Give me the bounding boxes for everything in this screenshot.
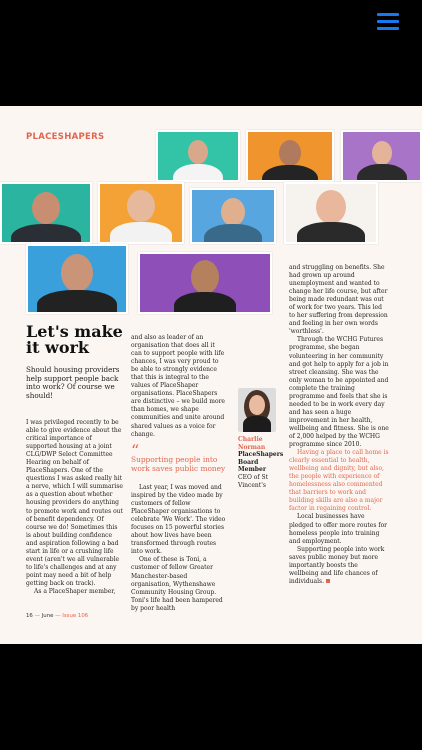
page-number: 16 <box>26 613 33 619</box>
article-headline: Let's make it work <box>26 322 123 357</box>
section-label: PLACESHAPERS <box>26 132 105 142</box>
portrait-photo <box>138 252 272 314</box>
page-footer: 16 — June — Issue 106 <box>26 613 89 619</box>
portrait-photo <box>341 130 422 182</box>
highlighted-paragraph: Having a place to call home is clearly essential to health, wellbeing and dignity, but also, the people with experience of homelessness also commented that barriers to work and building skills are also a major factor in regaining control. <box>289 449 389 513</box>
magazine-page <box>0 106 422 644</box>
portrait-photo <box>284 182 378 244</box>
footer-month: June <box>41 613 54 619</box>
portrait-photo <box>98 182 184 244</box>
article-column-2-top <box>131 334 227 439</box>
paragraph: As a PlaceShaper member, <box>34 587 116 595</box>
paragraph: and also as leader of an organisation that does all it can to support people with life chances, I was very proud to be able to strongly evidence that this is integral to the values of PlaceShaper organisations. PlaceShapers are distinctive – we build more than homes, we shape communities and unite around shared values as a voice for change. <box>131 334 225 438</box>
author-byline <box>238 436 286 489</box>
author-role: CEO of St Vincent's <box>238 473 269 489</box>
paragraph: Local businesses have pledged to offer more routes for homeless people into training and employment. <box>289 513 388 545</box>
portrait-photo <box>26 244 128 314</box>
paragraph: One of these is Toni, a customer of fellow Greater Manchester-based organisation, Wythenshawe Community Housing Group. Toni's life had been hampered by poor health <box>131 556 223 612</box>
portrait-photo <box>0 182 92 244</box>
author-photo <box>238 388 276 432</box>
pull-quote-text: Supporting people into work saves public money <box>131 455 226 473</box>
portrait-photo <box>190 188 276 244</box>
closing-text: Supporting people into work saves public money but more importantly boosts the wellbeing and life chances of individuals. <box>289 545 385 585</box>
pull-quote <box>131 441 226 473</box>
article-column-1 <box>26 419 124 596</box>
paragraph: Last year, I was moved and inspired by the video made by customers of fellow PlaceShaper organisations to celebrate 'We Work'. The video focuses on 15 powerful stories about how lives have been transformed through routes into work. <box>131 484 226 556</box>
article-column-2-bottom <box>131 484 227 613</box>
article-standfirst: Should housing providers help support people back into work? Of course we should! <box>26 365 120 401</box>
quote-mark-icon: “ <box>131 441 140 460</box>
footer-issue: Issue 106 <box>62 613 89 619</box>
end-mark-icon <box>326 579 330 583</box>
paragraph: I was privileged recently to be able to give evidence about the critical importance of supported housing at a joint CLG/DWP Select Committee Hearing on behalf of PlaceShapers. One of the questions I was asked really hit a nerve, which I will summarise as a question about whether housing providers do anything to promote work and routes out of benefit dependency. Of course we do! Sometimes this is about building confidence and aspiration following a bad start in life or a crushing life event (aren't we all vulnerable to life's challenges and at any point may need a bit of help getting back on track). <box>26 419 123 587</box>
article-column-4 <box>289 264 389 586</box>
paragraph: Through the WCHG Futures programme, she began volunteering in her community and got help to apply for a job in street cleansing. She was the only woman to be appointed and complete the training programme and feels that she is needed to be in work every day and has seen a huge improvement in her health, wellbeing and fitness. She is one of 2,000 helped by the WCHG programme since 2010. <box>289 336 389 449</box>
portrait-photo <box>246 130 334 182</box>
paragraph <box>289 546 389 586</box>
paragraph: and struggling on benefits. She had grown up around unemployment and wanted to change her life course, but after being made redundant was out of work for two years. This led to her suffering from depression and feeling in her own words 'worthless'. <box>289 264 388 336</box>
portrait-photo <box>156 130 240 182</box>
hamburger-menu-icon[interactable] <box>377 13 399 31</box>
author-org: PlaceShapers Board Member <box>238 451 284 474</box>
author-name: Charlie Norman <box>238 436 266 451</box>
